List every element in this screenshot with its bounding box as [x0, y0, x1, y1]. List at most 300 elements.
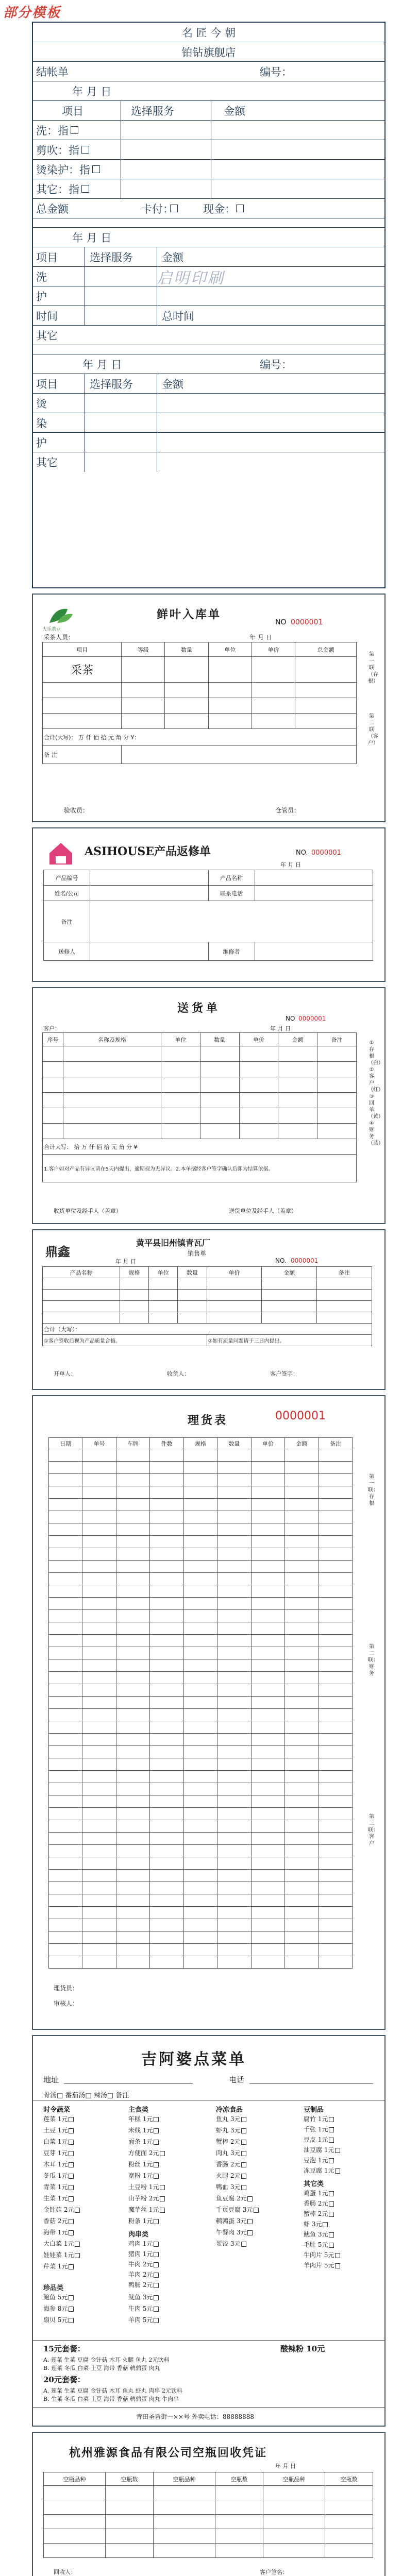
menu-checkbox[interactable] — [329, 2127, 334, 2132]
table-row — [49, 1845, 353, 1857]
col-header: 数量 — [165, 642, 208, 657]
menu-item[interactable]: 冬瓜 1元 — [43, 2171, 74, 2180]
salon-date-row — [33, 81, 384, 101]
menu-checkbox[interactable] — [323, 2222, 328, 2227]
menu-item[interactable]: 鸡肉 1元 — [128, 2239, 159, 2248]
tea-brand: 大乐茶业 — [42, 627, 61, 632]
col-header: 等级 — [122, 642, 165, 657]
checkbox[interactable] — [81, 185, 89, 193]
menu-item[interactable]: 鱼豆腐 2元 — [216, 2194, 253, 2202]
menu-item[interactable]: 肉丸 3元 — [216, 2148, 246, 2157]
menu-checkbox[interactable] — [241, 2162, 246, 2167]
menu-item[interactable]: 火腿 2元 — [216, 2171, 246, 2180]
col-header: 规格 — [120, 1267, 149, 1278]
tea-item: 采茶 — [43, 657, 122, 683]
menu-checkbox[interactable] — [160, 2208, 165, 2213]
menu-checkbox[interactable] — [69, 2185, 74, 2190]
col-header: 名称及规格 — [63, 1033, 161, 1046]
menu-item[interactable]: 毛肚 5元 — [304, 2240, 334, 2249]
total-time-label: 总时间 — [162, 310, 194, 323]
menu-checkbox[interactable] — [154, 2262, 159, 2267]
menu-head-veg: 时令蔬菜 — [43, 2106, 71, 2114]
menu-checkbox[interactable] — [329, 2201, 334, 2207]
menu-item[interactable]: 鸭肠 2元 — [128, 2280, 159, 2289]
tea-side-2: 第二联（客户） — [368, 714, 378, 746]
col-header: 备注 — [317, 1267, 372, 1278]
checkbox[interactable] — [71, 126, 78, 134]
brick-sales-form — [32, 1229, 386, 1390]
menu-checkbox[interactable] — [241, 2185, 246, 2190]
col-header: 空瓶品种 — [153, 2472, 215, 2486]
menu-checkbox[interactable] — [69, 2174, 74, 2179]
salon-b-row — [33, 286, 384, 306]
col-header: 空瓶品种 — [44, 2472, 106, 2486]
salon-account-row — [33, 62, 384, 81]
menu-checkbox[interactable] — [75, 2242, 80, 2247]
col-header: 单位 — [208, 642, 252, 657]
row-label: 烫染护：指 — [36, 163, 90, 176]
menu-item[interactable]: 冻豆腐 1元 — [304, 2166, 340, 2175]
menu-checkbox[interactable] — [247, 2219, 253, 2224]
recycle-table — [43, 2472, 373, 2558]
menu-item[interactable]: 土豆 1元 — [43, 2126, 74, 2134]
menu-item[interactable]: 大白菜 1元 — [43, 2239, 80, 2248]
menu-item[interactable]: 娃娃菜 1元 — [43, 2250, 80, 2259]
menu-checkbox[interactable] — [241, 2174, 246, 2179]
c-row-label: 护 — [36, 436, 47, 449]
menu-item[interactable]: 豆皮 1元 — [304, 2135, 334, 2144]
menu-checkbox[interactable] — [160, 2196, 165, 2201]
menu-checkbox[interactable] — [241, 2140, 246, 2145]
repair-no: 0000001 — [311, 849, 341, 857]
row-label: 其它：指 — [36, 183, 79, 196]
table-row — [49, 1944, 353, 1956]
tea-table — [42, 642, 357, 764]
menu-item[interactable]: 牛肉 5元 — [128, 2304, 159, 2313]
menu-item[interactable]: 面条 1元 — [128, 2137, 159, 2146]
salon-store-row — [33, 42, 384, 62]
b-service: 选择服务 — [90, 251, 133, 264]
menu-item[interactable]: 生菜 1元 — [43, 2194, 74, 2202]
delivery-side: ①存根（白）②客户（红）③回单（黄）④财务（蓝） — [368, 1040, 383, 1146]
menu-checkbox[interactable] — [69, 2128, 74, 2133]
menu-item[interactable]: 鱼丸 3元 — [216, 2114, 246, 2123]
menu-item[interactable]: 千张 1元 — [304, 2125, 334, 2133]
table-row — [49, 1870, 353, 1882]
field-label: 送修人 — [44, 942, 90, 961]
table-row — [49, 1548, 353, 1561]
table-row — [49, 1882, 353, 1894]
col-header: 产品名称 — [43, 1267, 120, 1278]
menu-item[interactable]: 香肠 2元 — [216, 2160, 246, 2168]
menu-checkbox[interactable] — [69, 2264, 74, 2269]
salon-title: 名 匠 今 朝 — [181, 26, 236, 39]
menu-checkbox[interactable] — [154, 2242, 159, 2247]
col-header: 日期 — [49, 1438, 82, 1449]
table-row — [49, 1486, 353, 1499]
tea-remark: 备 注 — [43, 745, 122, 764]
salon-item-row — [33, 121, 384, 140]
menu-item[interactable]: 米线 1元 — [128, 2126, 159, 2134]
menu-item[interactable]: 粉丝 1元 — [128, 2160, 159, 2168]
menu-item[interactable]: 千页豆腐 3元 — [216, 2205, 259, 2214]
table-row — [49, 1672, 353, 1684]
menu-item[interactable]: 鱿鱼 3元 — [304, 2230, 334, 2239]
menu-item[interactable]: 宽粉 1元 — [128, 2171, 159, 2180]
menu-item[interactable]: 香菇 2元 — [43, 2216, 74, 2225]
salon-c-row — [33, 413, 384, 433]
menu-checkbox[interactable] — [154, 2174, 159, 2179]
tally-form — [32, 1395, 386, 2030]
tally-table — [48, 1437, 353, 1969]
field-label: 产品编号 — [44, 870, 90, 886]
salon-title-row — [33, 23, 384, 42]
checkbox[interactable] — [92, 165, 100, 173]
set20-label: 20元套餐： — [43, 2375, 85, 2384]
table-row — [49, 1758, 353, 1771]
tea-sign-inspector: 验收员： — [64, 807, 89, 814]
menu-checkbox[interactable] — [69, 2219, 74, 2224]
card-label: 卡付： — [141, 202, 174, 215]
delivery-title: 送货单 — [177, 1002, 221, 1015]
menu-item[interactable]: 鹌鹑蛋 3元 — [216, 2216, 253, 2225]
brick-subtitle: 销售单 — [188, 1250, 207, 1257]
salon-time-row — [33, 306, 384, 326]
menu-checkbox[interactable] — [154, 2318, 159, 2323]
menu-checkbox[interactable] — [154, 2219, 159, 2224]
table-row — [49, 1659, 353, 1672]
menu-checkbox[interactable] — [69, 2307, 74, 2312]
sour-noodle-label: 酸辣粉 10元 — [280, 2344, 325, 2353]
row-label: 剪吹：指 — [36, 144, 79, 157]
field-label: 维修者 — [208, 942, 255, 961]
tally-footer-reviewer: 审核人： — [54, 2000, 79, 2007]
menu-item[interactable]: 油豆腐 1元 — [304, 2145, 340, 2154]
menu-checkbox[interactable] — [75, 2253, 80, 2258]
menu-checkbox[interactable] — [329, 2232, 334, 2238]
menu-checkbox[interactable] — [154, 2283, 159, 2288]
repair-date: 年 月 日 — [280, 861, 301, 868]
menu-item[interactable]: 山芋粉 2元 — [128, 2194, 165, 2202]
menu-checkbox[interactable] — [335, 2168, 340, 2174]
menu-checkbox[interactable] — [69, 2151, 74, 2156]
menu-item[interactable]: 蛋饺 3元 — [216, 2239, 246, 2248]
table-row — [49, 1697, 353, 1709]
salon-c-date-row — [33, 354, 384, 374]
menu-checkbox[interactable] — [69, 2196, 74, 2201]
menu-checkbox[interactable] — [329, 2212, 334, 2217]
table-row — [49, 1684, 353, 1697]
menu-head-frozen: 冷冻食品 — [216, 2106, 243, 2114]
menu-form — [32, 2035, 386, 2427]
menu-item[interactable]: 虾 3元 — [304, 2219, 328, 2228]
menu-item[interactable]: 年糕 1元 — [128, 2114, 159, 2123]
salon-other-row — [33, 326, 384, 345]
menu-checkbox[interactable] — [241, 2151, 246, 2156]
field-label: 联系电话 — [208, 886, 255, 901]
menu-item[interactable]: 鱿鱼 3元 — [128, 2293, 159, 2301]
menu-item[interactable]: 魔芋丝 1元 — [128, 2205, 165, 2214]
table-row — [49, 1931, 353, 1944]
set15-label: 15元套餐： — [43, 2344, 85, 2353]
menu-checkbox[interactable] — [241, 2117, 246, 2122]
menu-item[interactable]: 香肠 2元 — [304, 2199, 334, 2208]
salon-c-header — [33, 374, 384, 394]
menu-item[interactable]: 扇贝 5元 — [43, 2315, 74, 2324]
delivery-form — [32, 987, 386, 1224]
menu-checkbox[interactable] — [69, 2318, 74, 2323]
menu-item[interactable]: 青菜 1元 — [43, 2182, 74, 2191]
salon-total-row — [33, 199, 384, 218]
menu-checkbox[interactable] — [329, 2158, 334, 2163]
col-header: 数量 — [178, 1267, 207, 1278]
table-row — [49, 1474, 353, 1486]
salon-spacer — [33, 218, 384, 228]
menu-checkbox[interactable] — [69, 2140, 74, 2145]
tally-no: 0000001 — [275, 1410, 326, 1422]
menu-item[interactable]: 木耳 1元 — [43, 2160, 74, 2168]
table-row — [49, 1783, 353, 1795]
menu-checkbox[interactable] — [254, 2208, 259, 2213]
delivery-table — [42, 1032, 357, 1182]
c-amount: 金额 — [162, 378, 183, 391]
brick-brand: 鼎鑫 — [45, 1244, 70, 1259]
menu-checkbox[interactable] — [154, 2295, 159, 2300]
menu-phone: 电话 — [229, 2075, 245, 2084]
row-label: 洗：指 — [36, 124, 69, 137]
table-row — [49, 1635, 353, 1647]
repair-form — [32, 827, 386, 982]
menu-title: 吉阿婆点菜单 — [141, 2050, 246, 2069]
menu-item[interactable]: 鸡蛋 1元 — [304, 2189, 334, 2197]
menu-item[interactable]: 午餐肉 3元 — [216, 2228, 253, 2236]
watermark: 启明印刷 — [157, 269, 225, 287]
menu-checkbox[interactable] — [154, 2162, 159, 2167]
menu-item[interactable]: 鲍鱼 5元 — [43, 2293, 74, 2301]
tea-store-in-form — [32, 594, 386, 822]
menu-item[interactable]: 羊肉 5元 — [128, 2315, 159, 2324]
table-row — [49, 1523, 353, 1536]
delivery-no: 0000001 — [298, 1015, 326, 1022]
col-header: 金额 — [262, 1267, 317, 1278]
menu-checkbox[interactable] — [160, 2185, 165, 2190]
b-row-label: 洗 — [36, 270, 47, 283]
col-header: 单价 — [239, 1033, 278, 1046]
card-checkbox[interactable] — [170, 205, 178, 212]
col-header: 备注 — [317, 1033, 357, 1046]
recycle-sign-collector: 回收人： — [54, 2569, 76, 2575]
menu-item[interactable]: 海带 1元 — [43, 2228, 74, 2236]
tally-side-2: 第二联：财务 — [368, 1644, 378, 1676]
salon-date-2: 年 月 日 — [72, 231, 112, 244]
col-header: 空瓶数 — [215, 2472, 263, 2486]
menu-item[interactable]: 白菜 1元 — [43, 2137, 74, 2146]
table-row — [49, 1499, 353, 1511]
tea-sign-keeper: 仓管员： — [275, 807, 300, 814]
menu-item[interactable]: 土豆粉 1元 — [128, 2182, 165, 2191]
col-header: 单位 — [161, 1033, 200, 1046]
b-row-label: 护 — [36, 290, 47, 303]
col-header: 数量 — [200, 1033, 239, 1046]
buyer-label: 采茶人员： — [43, 634, 75, 641]
field-label: 姓名/公司 — [44, 886, 90, 901]
col-header: 单价 — [207, 1267, 262, 1278]
recycle-date: 年 月 日 — [275, 2463, 296, 2469]
menu-item[interactable]: 猪肉 1元 — [128, 2249, 159, 2258]
table-row — [49, 1610, 353, 1622]
tea-total-row: 合计(大写)： 万 仟 佰 拾 元 角 分 ¥： — [43, 729, 357, 745]
table-row — [49, 1857, 353, 1870]
menu-item[interactable]: 蟹棒 2元 — [216, 2137, 246, 2146]
salon-spacer-2 — [33, 345, 384, 354]
c-item: 项目 — [36, 378, 58, 391]
tea-leaf-icon — [44, 605, 75, 625]
menu-checkbox[interactable] — [329, 2243, 334, 2248]
tally-footer-clerk: 理货员： — [54, 1985, 79, 1992]
menu-item[interactable]: 金针菇 2元 — [43, 2205, 80, 2214]
table-row — [49, 1795, 353, 1808]
menu-checkbox[interactable] — [69, 2162, 74, 2167]
salon-date: 年 月 日 — [72, 85, 112, 98]
menu-item[interactable]: 豆泡 1元 — [304, 2156, 334, 2164]
menu-head-rare: 珍品类 — [43, 2284, 64, 2292]
salon-store: 铂钻旗舰店 — [181, 46, 236, 59]
table-row — [49, 1746, 353, 1758]
table-row — [49, 1709, 353, 1721]
other-label: 其它 — [36, 329, 58, 342]
menu-checkbox[interactable] — [329, 2191, 334, 2196]
table-row — [49, 1721, 353, 1734]
table-row — [49, 1511, 353, 1523]
menu-checkbox[interactable] — [329, 2117, 334, 2122]
set15-a: A. 莲菜 生菜 豆腐 金针菇 木耳 火腿 鱼丸 2元饮料 — [43, 2357, 170, 2363]
menu-checkbox[interactable] — [241, 2242, 246, 2247]
menu-checkbox[interactable] — [160, 2151, 165, 2156]
menu-checkbox[interactable] — [247, 2230, 253, 2235]
table-row — [49, 1462, 353, 1474]
menu-checkbox[interactable] — [69, 2230, 74, 2235]
field-label: 备注 — [44, 901, 90, 942]
table-row — [49, 1820, 353, 1833]
menu-item[interactable]: 粉条 1元 — [128, 2216, 159, 2225]
time-label: 时间 — [36, 310, 58, 323]
table-row — [49, 1585, 353, 1598]
brick-title: 黄平县旧州镇青瓦厂 — [136, 1238, 211, 1248]
tea-no-label: NO — [275, 618, 287, 626]
menu-item[interactable]: 腐竹 1元 — [304, 2114, 334, 2123]
col-header: 空瓶数 — [325, 2472, 373, 2486]
c-row-label: 其它 — [36, 456, 58, 469]
house-icon — [45, 838, 76, 869]
delivery-note: 1.客户如对产品有异议请在5天内提出，逾期视为无异议。2.本单据经客户签字确认后即为结算依据。 — [43, 1155, 357, 1182]
menu-head-tofu: 豆制品 — [304, 2106, 324, 2114]
menu-item[interactable]: 羊肉片 5元 — [304, 2261, 340, 2269]
menu-item[interactable]: 虾丸 3元 — [216, 2126, 246, 2134]
table-row — [49, 1598, 353, 1610]
table-row — [49, 1622, 353, 1635]
menu-checkbox[interactable] — [335, 2253, 340, 2258]
checkbox[interactable] — [81, 146, 89, 154]
table-row — [49, 1907, 353, 1919]
col-header: 数量 — [217, 1438, 251, 1449]
menu-checkbox[interactable] — [69, 2117, 74, 2122]
account-label: 结帐单 — [36, 65, 69, 78]
table-row — [49, 1449, 353, 1462]
c-row-label: 染 — [36, 417, 47, 430]
repair-no-label: NO. — [296, 849, 308, 857]
menu-checkbox[interactable] — [154, 2273, 159, 2278]
menu-checkbox[interactable] — [69, 2295, 74, 2300]
menu-checkbox[interactable] — [75, 2208, 80, 2213]
salon-c-row — [33, 433, 384, 452]
set15-b: B. 莲菜 冬瓜 白菜 土豆 海带 香菇 鹌鹑蛋 肉丸 — [43, 2365, 160, 2371]
col-header: 单位 — [149, 1267, 178, 1278]
menu-checkbox[interactable] — [247, 2196, 253, 2201]
col-header: 单号 — [82, 1438, 116, 1449]
table-row — [49, 1808, 353, 1820]
menu-item[interactable]: 豆芽 1元 — [43, 2148, 74, 2157]
menu-item[interactable]: 蟹棒 2元 — [304, 2209, 334, 2218]
b-item: 项目 — [36, 251, 58, 264]
menu-item[interactable]: 牛肉 2元 — [128, 2260, 159, 2268]
tea-title: 鲜叶入库单 — [157, 608, 222, 621]
menu-head-staple: 主食类 — [128, 2106, 149, 2114]
b-amount: 金额 — [162, 251, 183, 264]
menu-checkbox[interactable] — [335, 2263, 340, 2268]
menu-item[interactable]: 方便面 2元 — [128, 2148, 165, 2157]
col-header: 总金额 — [295, 642, 357, 657]
brick-sign-customer: 客户签字： — [270, 1370, 298, 1377]
menu-item[interactable]: 鸭血 3元 — [216, 2182, 246, 2191]
col-header: 项目 — [43, 642, 122, 657]
menu-checkbox[interactable] — [335, 2148, 340, 2153]
salon-item-row — [33, 179, 384, 199]
salon-c-row — [33, 394, 384, 413]
menu-item[interactable]: 牛肉片 5元 — [304, 2250, 340, 2259]
menu-checkbox[interactable] — [154, 2117, 159, 2122]
table-row — [49, 1833, 353, 1845]
recycle-sign-customer: 客户签名： — [260, 2569, 288, 2575]
header-item: 项目 — [62, 105, 83, 117]
menu-checkbox[interactable] — [154, 2128, 159, 2133]
c-serial: 编号： — [260, 358, 292, 371]
serial-label: 编号： — [260, 65, 292, 78]
brick-total: 合计（大写）： — [43, 1324, 372, 1335]
menu-checkbox[interactable] — [154, 2140, 159, 2145]
brick-no: 0000001 — [291, 1257, 319, 1264]
table-row — [49, 1771, 353, 1783]
cash-checkbox[interactable] — [236, 205, 244, 212]
repair-table — [43, 870, 373, 961]
tally-title: 理货表 — [188, 1414, 228, 1427]
menu-item[interactable]: 海参 8元 — [43, 2304, 74, 2313]
menu-checkbox[interactable] — [329, 2138, 334, 2143]
c-service: 选择服务 — [90, 378, 133, 391]
menu-item[interactable]: 芹菜 1元 — [43, 2262, 74, 2270]
menu-checkbox[interactable] — [154, 2252, 159, 2257]
menu-item[interactable]: 莲菜 1元 — [43, 2114, 74, 2123]
col-header: 单价 — [252, 642, 295, 657]
brick-sign-receiver: 收货人： — [167, 1370, 190, 1377]
menu-checkbox[interactable] — [241, 2128, 246, 2133]
header-service: 选择服务 — [131, 105, 174, 117]
recycle-form — [32, 2432, 386, 2576]
col-header: 车牌 — [116, 1438, 149, 1449]
menu-checkbox[interactable] — [154, 2307, 159, 2312]
menu-item[interactable]: 羊肉 2元 — [128, 2270, 159, 2279]
salon-item-row — [33, 160, 384, 179]
table-row — [49, 1734, 353, 1746]
